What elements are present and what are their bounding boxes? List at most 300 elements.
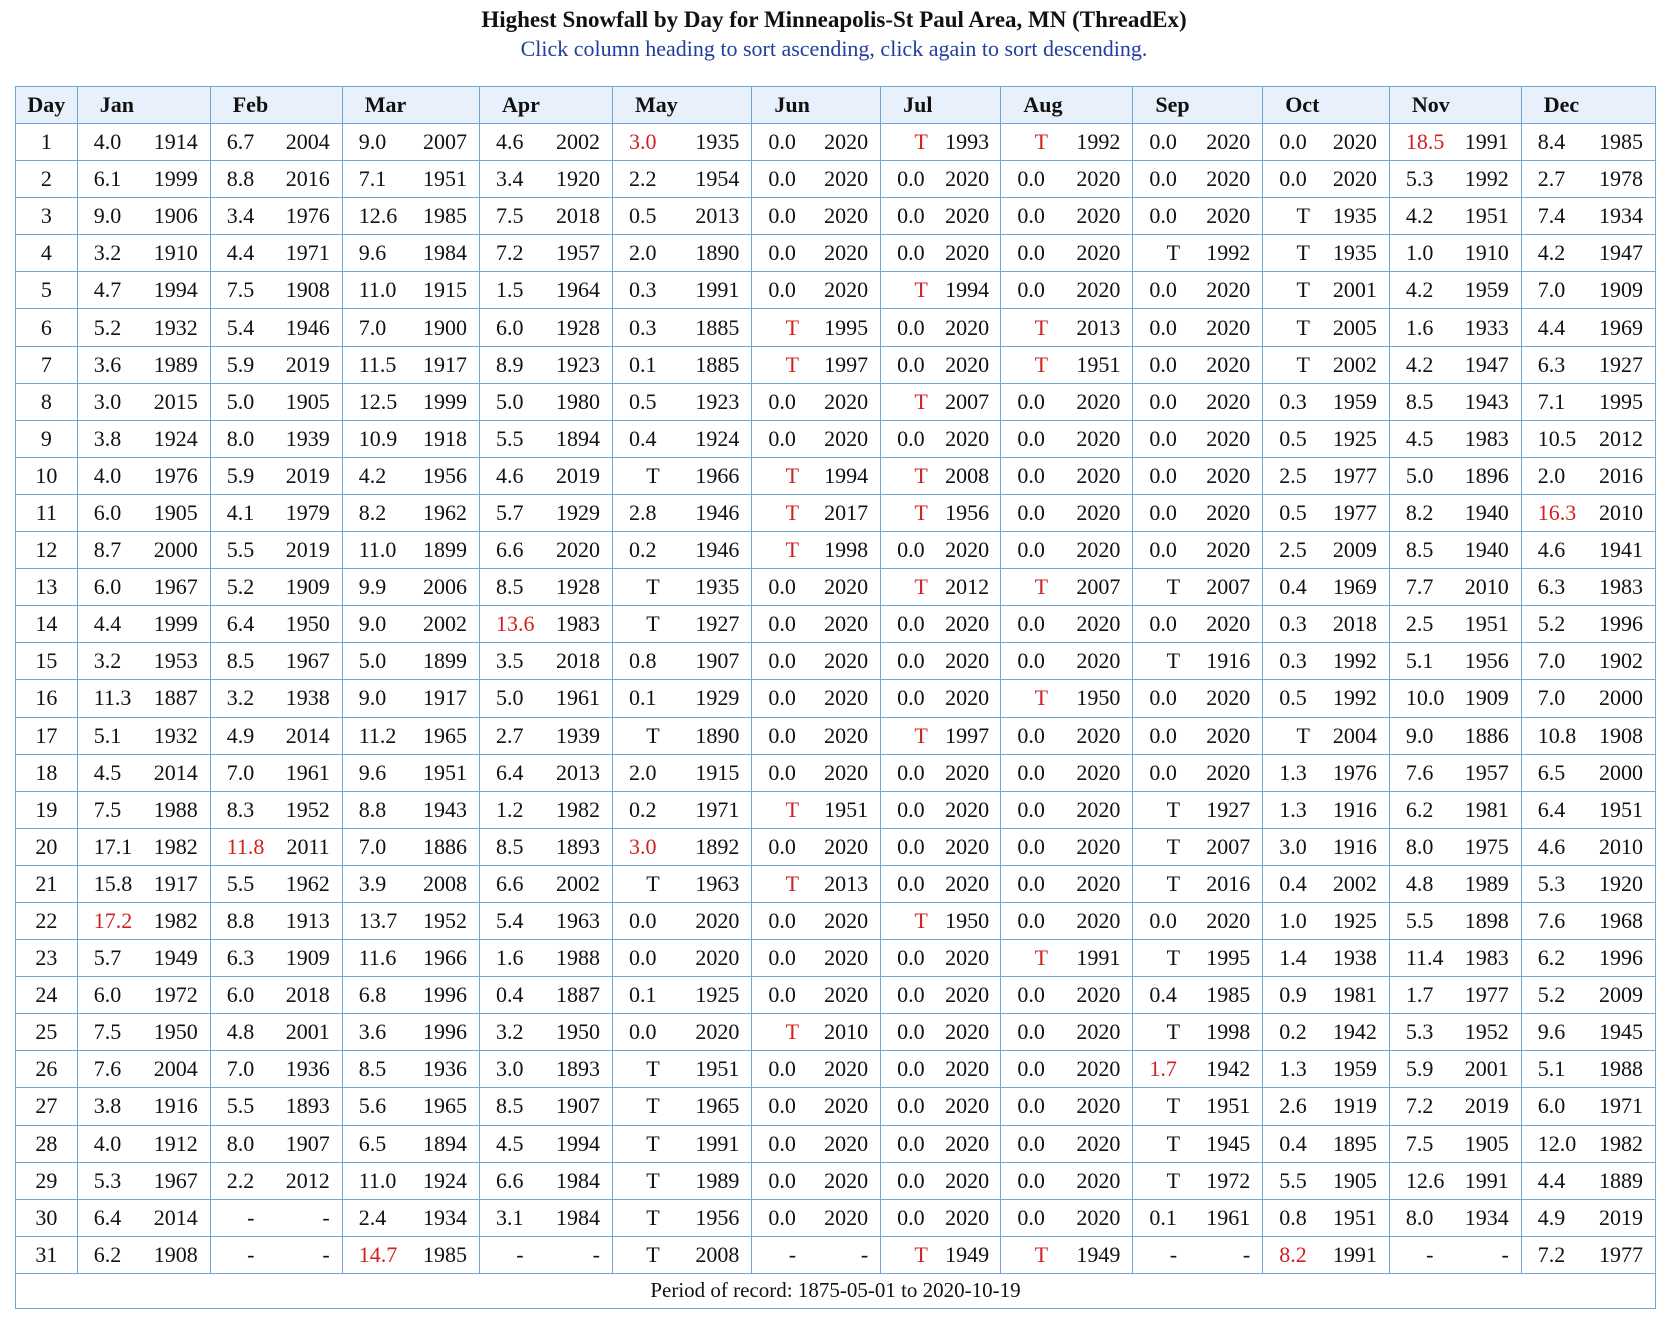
month-cell-jun xyxy=(752,1014,881,1051)
month-cell-jan xyxy=(77,1199,210,1236)
month-cell-oct xyxy=(1263,940,1390,977)
day-cell: 14 xyxy=(16,606,78,643)
record-year: 1892 xyxy=(695,833,740,859)
snowfall-value: T xyxy=(914,462,928,488)
snowfall-value: 2.0 xyxy=(628,240,657,266)
snowfall-value: 5.2 xyxy=(226,574,255,600)
record-year: 1949 xyxy=(153,945,198,971)
record-year: 1934 xyxy=(1599,203,1643,229)
snowfall-value: 1.5 xyxy=(495,277,524,303)
snowfall-value: 0.0 xyxy=(1017,833,1045,859)
month-cell-sep xyxy=(1133,235,1263,272)
snowfall-value: 6.0 xyxy=(1537,1093,1566,1119)
month-cell-may xyxy=(612,643,751,680)
snowfall-value: 0.0 xyxy=(768,166,796,192)
month-cell-jan xyxy=(77,717,210,754)
record-year: 2020 xyxy=(1076,277,1121,303)
snowfall-value: T xyxy=(1296,277,1310,303)
month-cell-nov xyxy=(1389,1014,1521,1051)
record-year: 1942 xyxy=(1332,1019,1377,1045)
snowfall-value: 3.0 xyxy=(628,833,657,859)
month-cell-jun xyxy=(752,569,881,606)
snowfall-value: 7.1 xyxy=(358,166,387,192)
snowfall-value: 12.6 xyxy=(358,203,398,229)
month-cell-jan xyxy=(77,272,210,309)
month-cell-aug xyxy=(1001,346,1133,383)
record-year: 2020 xyxy=(945,611,990,637)
snowfall-value: 10.8 xyxy=(1537,722,1577,748)
record-year: 1951 xyxy=(422,166,467,192)
snowfall-value: 6.2 xyxy=(1405,796,1434,822)
snowfall-value: 3.4 xyxy=(226,203,255,229)
snowfall-value: 0.0 xyxy=(1017,1019,1045,1045)
record-year: 1924 xyxy=(422,1167,467,1193)
month-cell-apr xyxy=(479,902,612,939)
month-cell-nov xyxy=(1389,717,1521,754)
month-cell-aug xyxy=(1001,532,1133,569)
month-cell-jan xyxy=(77,791,210,828)
snowfall-value: 7.0 xyxy=(1537,277,1566,303)
record-year: 1961 xyxy=(555,685,600,711)
day-cell: 3 xyxy=(16,198,78,235)
column-header-jan[interactable]: Jan xyxy=(77,87,210,124)
record-year: 1957 xyxy=(1464,759,1509,785)
snowfall-value: 0.0 xyxy=(897,1167,925,1193)
record-year: 1896 xyxy=(1464,462,1509,488)
month-cell-jun xyxy=(752,346,881,383)
snowfall-value: 0.0 xyxy=(897,1093,925,1119)
record-year: 2014 xyxy=(285,722,330,748)
record-year: 1998 xyxy=(824,537,869,563)
day-cell: 5 xyxy=(16,272,78,309)
table-row xyxy=(16,198,1656,235)
record-year: 1999 xyxy=(153,166,198,192)
record-year: 2019 xyxy=(1599,1204,1643,1230)
month-cell-mar xyxy=(342,124,479,161)
snowfall-value: 8.0 xyxy=(226,425,255,451)
month-cell-sep xyxy=(1133,1014,1263,1051)
record-year: 2002 xyxy=(1332,870,1377,896)
month-cell-dec xyxy=(1521,1014,1655,1051)
snowfall-value: T xyxy=(1034,945,1049,971)
record-year: 2000 xyxy=(153,537,198,563)
column-header-aug[interactable]: Aug xyxy=(1001,87,1133,124)
record-year: 1916 xyxy=(1206,648,1251,674)
record-year: 1971 xyxy=(285,240,330,266)
month-cell-may xyxy=(612,1088,751,1125)
month-cell-mar xyxy=(342,235,479,272)
record-year: 1991 xyxy=(1332,1241,1377,1267)
record-year: 1963 xyxy=(695,870,740,896)
snowfall-value: 0.4 xyxy=(1279,1130,1307,1156)
table-row xyxy=(16,309,1656,346)
column-header-may[interactable]: May xyxy=(612,87,751,124)
month-cell-nov xyxy=(1389,940,1521,977)
snowfall-value: - xyxy=(1426,1241,1434,1267)
record-year: 2020 xyxy=(1076,759,1121,785)
snowfall-value: 9.0 xyxy=(358,685,387,711)
record-year: 1977 xyxy=(1332,462,1377,488)
snowfall-value: 5.0 xyxy=(1405,462,1434,488)
record-year: 2020 xyxy=(945,796,990,822)
record-year: 1965 xyxy=(422,722,467,748)
snowfall-value: 0.2 xyxy=(628,796,657,822)
snowfall-value: 0.0 xyxy=(897,945,925,971)
month-cell-oct xyxy=(1263,754,1390,791)
month-cell-apr xyxy=(479,940,612,977)
month-cell-may xyxy=(612,457,751,494)
record-year: 2016 xyxy=(1599,462,1643,488)
month-cell-apr xyxy=(479,828,612,865)
snowfall-value: 6.4 xyxy=(495,759,524,785)
month-cell-apr xyxy=(479,272,612,309)
record-year: 2020 xyxy=(1076,203,1121,229)
record-year: 2020 xyxy=(824,685,869,711)
month-cell-jul xyxy=(881,1236,1001,1273)
record-year: 1910 xyxy=(153,240,198,266)
snowfall-value: 0.0 xyxy=(768,1130,796,1156)
month-cell-may xyxy=(612,161,751,198)
month-cell-nov xyxy=(1389,346,1521,383)
record-year: 2020 xyxy=(695,908,740,934)
record-year: 1988 xyxy=(555,945,600,971)
record-year: 2020 xyxy=(1206,351,1251,377)
month-cell-mar xyxy=(342,383,479,420)
month-cell-jul xyxy=(881,828,1001,865)
month-cell-sep xyxy=(1133,569,1263,606)
column-header-apr[interactable]: Apr xyxy=(479,87,612,124)
snowfall-value: 5.6 xyxy=(358,1093,387,1119)
month-cell-jun xyxy=(752,940,881,977)
snowfall-value: 8.0 xyxy=(226,1130,255,1156)
snowfall-value: 0.3 xyxy=(628,277,657,303)
record-year: 2020 xyxy=(824,166,869,192)
snowfall-value: 11.8 xyxy=(226,833,265,859)
snowfall-value: 4.4 xyxy=(226,240,255,266)
record-year: 1992 xyxy=(1332,648,1377,674)
record-year: 2001 xyxy=(285,1019,330,1045)
month-cell-dec xyxy=(1521,754,1655,791)
month-cell-dec xyxy=(1521,643,1655,680)
snowfall-value: 0.0 xyxy=(897,1056,925,1082)
snowfall-value: 4.6 xyxy=(495,462,524,488)
snowfall-value: 0.0 xyxy=(768,685,796,711)
snowfall-value: 8.8 xyxy=(358,796,387,822)
record-year: 1935 xyxy=(695,574,740,600)
month-cell-nov xyxy=(1389,457,1521,494)
month-cell-feb xyxy=(210,198,342,235)
month-cell-jun xyxy=(752,124,881,161)
record-year: 1962 xyxy=(422,499,467,525)
snowfall-value: 1.2 xyxy=(495,796,524,822)
record-year: 1977 xyxy=(1332,499,1377,525)
record-year: 2013 xyxy=(695,203,740,229)
record-year: 1984 xyxy=(555,1167,600,1193)
month-cell-oct xyxy=(1263,532,1390,569)
record-year: 1966 xyxy=(695,462,740,488)
column-header-feb[interactable]: Feb xyxy=(210,87,342,124)
snowfall-value: T xyxy=(1166,870,1181,896)
month-cell-sep xyxy=(1133,606,1263,643)
record-year: 1996 xyxy=(1599,611,1643,637)
snowfall-value: T xyxy=(914,129,928,155)
record-year: 2020 xyxy=(945,648,990,674)
record-year: 2008 xyxy=(695,1241,740,1267)
record-year: 1982 xyxy=(1599,1130,1643,1156)
record-year: 1908 xyxy=(285,277,330,303)
month-cell-aug xyxy=(1001,272,1133,309)
snowfall-value: 3.4 xyxy=(495,166,524,192)
month-cell-aug xyxy=(1001,235,1133,272)
day-cell: 24 xyxy=(16,977,78,1014)
month-cell-sep xyxy=(1133,643,1263,680)
record-year: - xyxy=(860,1241,869,1267)
snowfall-value: T xyxy=(1034,351,1049,377)
month-cell-mar xyxy=(342,198,479,235)
snowfall-value: 0.0 xyxy=(1279,166,1307,192)
day-cell: 22 xyxy=(16,902,78,939)
snowfall-value: 0.1 xyxy=(628,982,657,1008)
snowfall-value: T xyxy=(914,1241,928,1267)
month-cell-jul xyxy=(881,1125,1001,1162)
record-year: 1961 xyxy=(285,759,330,785)
snowfall-value: 0.0 xyxy=(897,796,925,822)
month-cell-nov xyxy=(1389,754,1521,791)
month-cell-mar xyxy=(342,272,479,309)
month-cell-may xyxy=(612,828,751,865)
snowfall-value: 0.0 xyxy=(768,908,796,934)
record-year: 1964 xyxy=(555,277,600,303)
snowfall-value: 0.0 xyxy=(1017,1167,1045,1193)
month-cell-jul xyxy=(881,791,1001,828)
month-cell-jul xyxy=(881,1051,1001,1088)
snowfall-value: 18.5 xyxy=(1405,129,1445,155)
record-year: 2020 xyxy=(945,1093,990,1119)
table-row xyxy=(16,272,1656,309)
snowfall-value: 3.2 xyxy=(495,1019,524,1045)
snowfall-value: 7.6 xyxy=(1405,759,1434,785)
snowfall-value: T xyxy=(1034,314,1049,340)
month-cell-jan xyxy=(77,235,210,272)
snowfall-value: 0.0 xyxy=(1017,499,1045,525)
record-year: 2020 xyxy=(1206,685,1251,711)
record-year: 1992 xyxy=(1464,166,1509,192)
table-row xyxy=(16,865,1656,902)
record-year: 1965 xyxy=(695,1093,740,1119)
month-cell-nov xyxy=(1389,1199,1521,1236)
snowfall-value: 11.6 xyxy=(358,945,397,971)
table-row xyxy=(16,1236,1656,1273)
record-year: 1989 xyxy=(695,1167,740,1193)
month-cell-aug xyxy=(1001,977,1133,1014)
snowfall-value: 0.2 xyxy=(628,537,657,563)
month-cell-dec xyxy=(1521,865,1655,902)
record-year: - xyxy=(592,1241,600,1267)
month-cell-apr xyxy=(479,124,612,161)
record-year: 1889 xyxy=(1599,1167,1643,1193)
snowfall-value: 1.7 xyxy=(1405,982,1434,1008)
column-header-mar[interactable]: Mar xyxy=(342,87,479,124)
month-cell-jun xyxy=(752,1051,881,1088)
month-cell-aug xyxy=(1001,754,1133,791)
record-year: 2020 xyxy=(1076,166,1121,192)
column-header-nov[interactable]: Nov xyxy=(1389,87,1521,124)
month-cell-nov xyxy=(1389,977,1521,1014)
month-cell-sep xyxy=(1133,346,1263,383)
snowfall-value: 5.3 xyxy=(93,1167,122,1193)
snowfall-value: 8.2 xyxy=(1279,1241,1307,1267)
snowfall-value: 0.4 xyxy=(628,425,657,451)
month-cell-dec xyxy=(1521,940,1655,977)
column-header-dec[interactable]: Dec xyxy=(1521,87,1655,124)
column-header-jul[interactable]: Jul xyxy=(881,87,1001,124)
record-year: 1983 xyxy=(1464,425,1509,451)
month-cell-apr xyxy=(479,1014,612,1051)
record-year: 1997 xyxy=(945,722,990,748)
record-year: 2002 xyxy=(555,870,600,896)
record-year: 1951 xyxy=(422,759,467,785)
snowfall-value: 1.0 xyxy=(1405,240,1434,266)
column-header-oct[interactable]: Oct xyxy=(1263,87,1390,124)
record-year: 2020 xyxy=(1332,166,1377,192)
record-year: 2012 xyxy=(285,1167,330,1193)
month-cell-jul xyxy=(881,272,1001,309)
month-cell-jun xyxy=(752,235,881,272)
snowfall-value: T xyxy=(1166,648,1181,674)
month-cell-jul xyxy=(881,680,1001,717)
day-cell: 10 xyxy=(16,457,78,494)
snowfall-value: 10.0 xyxy=(1405,685,1445,711)
record-year: 1900 xyxy=(422,314,467,340)
record-year: 2005 xyxy=(1332,314,1377,340)
record-year: 2007 xyxy=(1076,574,1121,600)
record-year: 1886 xyxy=(1464,722,1509,748)
record-year: 2020 xyxy=(824,722,869,748)
record-year: 2020 xyxy=(1076,499,1121,525)
record-year: 1984 xyxy=(422,240,467,266)
record-year: 1982 xyxy=(153,908,198,934)
month-cell-may xyxy=(612,1014,751,1051)
record-year: 2016 xyxy=(1206,870,1251,896)
month-cell-feb xyxy=(210,532,342,569)
snowfall-value: 7.5 xyxy=(226,277,255,303)
snowfall-value: 0.5 xyxy=(628,203,657,229)
record-year: 1996 xyxy=(422,982,467,1008)
month-cell-jul xyxy=(881,457,1001,494)
table-row xyxy=(16,124,1656,161)
snowfall-value: 8.5 xyxy=(358,1056,387,1082)
column-header-jun[interactable]: Jun xyxy=(752,87,881,124)
month-cell-sep xyxy=(1133,161,1263,198)
month-cell-mar xyxy=(342,309,479,346)
snowfall-value: T xyxy=(914,908,928,934)
record-year: 1966 xyxy=(422,945,467,971)
record-year: 2020 xyxy=(695,1019,740,1045)
month-cell-dec xyxy=(1521,383,1655,420)
column-header-sep[interactable]: Sep xyxy=(1133,87,1263,124)
record-year: 1902 xyxy=(1599,648,1643,674)
month-cell-jan xyxy=(77,309,210,346)
record-year: 1907 xyxy=(695,648,740,674)
snowfall-value: 4.2 xyxy=(1405,203,1434,229)
snowfall-value: 0.0 xyxy=(768,722,796,748)
snowfall-value: 5.0 xyxy=(495,388,524,414)
snowfall-value: 5.5 xyxy=(226,1093,255,1119)
snowfall-value: 12.0 xyxy=(1537,1130,1577,1156)
snowfall-value: 4.2 xyxy=(358,462,387,488)
month-cell-aug xyxy=(1001,606,1133,643)
record-year: 1967 xyxy=(285,648,330,674)
record-year: 2020 xyxy=(1076,1093,1121,1119)
record-year: 1979 xyxy=(285,499,330,525)
snowfall-value: 0.0 xyxy=(1149,499,1177,525)
record-year: 1909 xyxy=(285,945,330,971)
month-cell-dec xyxy=(1521,161,1655,198)
snowfall-value: 6.6 xyxy=(495,537,524,563)
month-cell-jan xyxy=(77,1236,210,1273)
snowfall-value: 0.0 xyxy=(897,685,925,711)
record-year: 2007 xyxy=(422,129,467,155)
month-cell-apr xyxy=(479,532,612,569)
record-year: 1885 xyxy=(695,351,740,377)
month-cell-aug xyxy=(1001,865,1133,902)
snowfall-value: 8.5 xyxy=(495,1093,524,1119)
record-year: 1927 xyxy=(1206,796,1251,822)
snowfall-value: T xyxy=(646,1056,660,1082)
record-year: 1950 xyxy=(945,908,990,934)
snowfall-value: 5.2 xyxy=(1537,611,1566,637)
month-cell-mar xyxy=(342,1014,479,1051)
record-year: 2020 xyxy=(945,685,990,711)
snowfall-value: 6.3 xyxy=(1537,574,1566,600)
day-cell: 4 xyxy=(16,235,78,272)
snowfall-value: 0.3 xyxy=(628,314,657,340)
month-cell-feb xyxy=(210,1014,342,1051)
snowfall-value: 5.4 xyxy=(495,908,524,934)
record-year: 2004 xyxy=(285,129,330,155)
month-cell-jul xyxy=(881,309,1001,346)
month-cell-oct xyxy=(1263,902,1390,939)
month-cell-dec xyxy=(1521,532,1655,569)
snowfall-value: 5.4 xyxy=(226,314,255,340)
month-cell-may xyxy=(612,717,751,754)
page-title: Highest Snowfall by Day for Minneapolis-St Paul Area, MN (ThreadEx) xyxy=(481,7,1187,32)
snowfall-value: 4.1 xyxy=(226,499,255,525)
month-cell-may xyxy=(612,680,751,717)
month-cell-jan xyxy=(77,494,210,531)
snowfall-value: 0.0 xyxy=(897,1204,925,1230)
month-cell-may xyxy=(612,124,751,161)
snowfall-value: 3.8 xyxy=(93,425,122,451)
month-cell-dec xyxy=(1521,717,1655,754)
record-year: 1956 xyxy=(695,1204,740,1230)
column-header-day[interactable]: Day xyxy=(16,87,78,124)
month-cell-aug xyxy=(1001,420,1133,457)
month-cell-oct xyxy=(1263,717,1390,754)
snowfall-value: 2.5 xyxy=(1279,462,1307,488)
snowfall-value: 4.4 xyxy=(1537,1167,1566,1193)
snowfall-value: 12.6 xyxy=(1405,1167,1445,1193)
month-cell-may xyxy=(612,1162,751,1199)
table-row xyxy=(16,346,1656,383)
record-year: 1992 xyxy=(1332,685,1377,711)
month-cell-may xyxy=(612,383,751,420)
snowfall-value: 6.3 xyxy=(1537,351,1566,377)
snowfall-value: 6.4 xyxy=(1537,796,1566,822)
day-cell: 16 xyxy=(16,680,78,717)
snowfall-value: T xyxy=(1166,1130,1181,1156)
record-year: 1940 xyxy=(1464,499,1509,525)
